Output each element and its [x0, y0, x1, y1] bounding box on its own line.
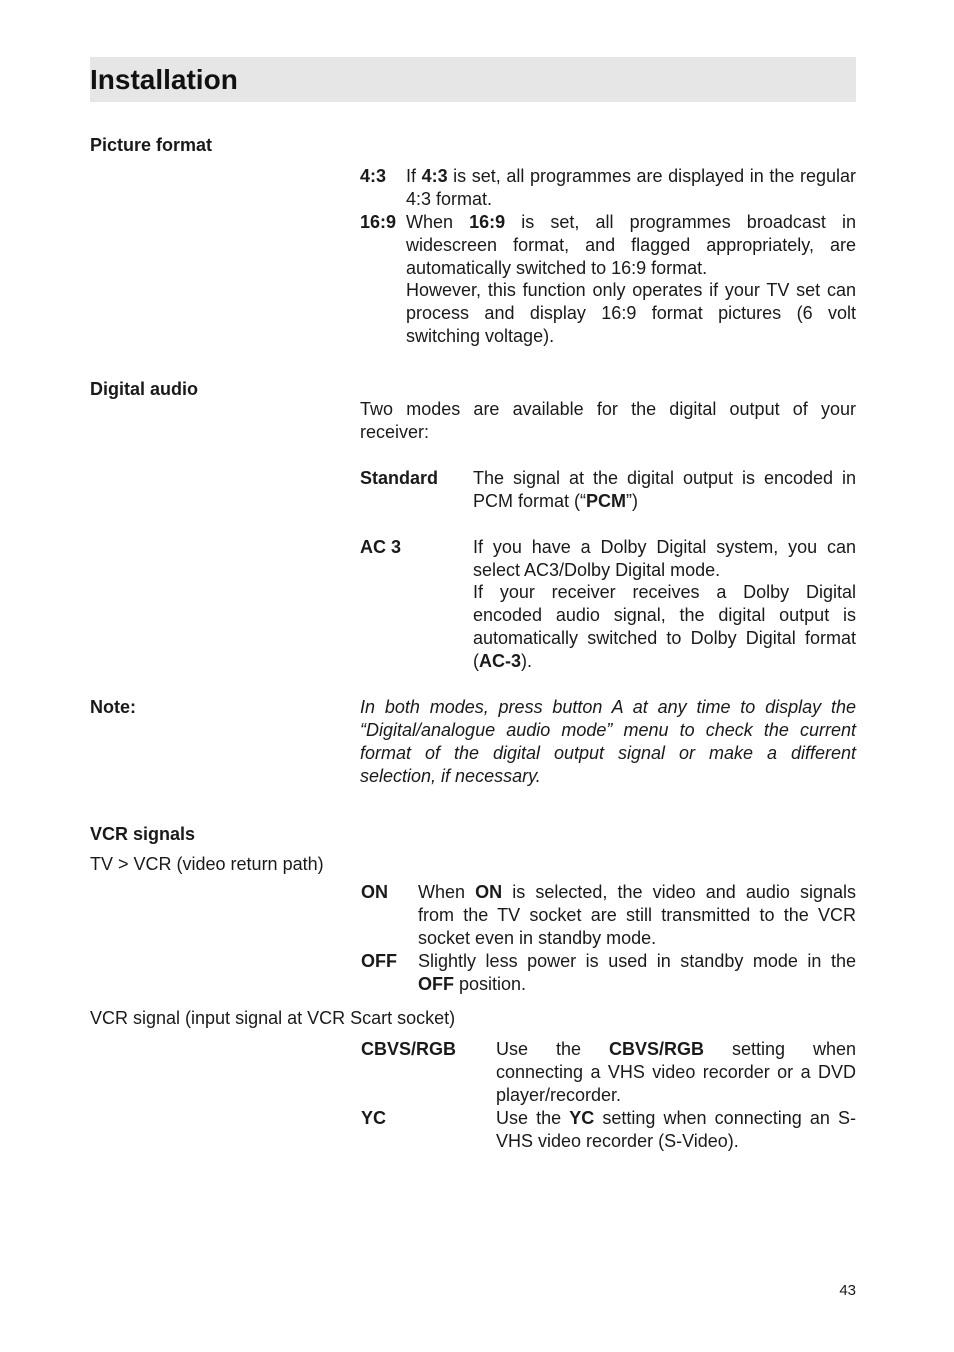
definition-on: When ON is selected, the video and audio signals from the TV socket are still transmitted to the VCR socket even in standby mode. — [418, 882, 856, 948]
section-heading-vcr-signals: VCR signals — [90, 824, 196, 844]
definition-4-3: If 4:3 is set, all programmes are displayed in the regular 4:3 format. — [406, 166, 856, 209]
subheading-tv-vcr: TV > VCR (video return path) — [90, 854, 324, 874]
term-on: ON — [361, 882, 388, 902]
term-cbvs-rgb: CBVS/RGB — [361, 1039, 457, 1059]
definition-standard: The signal at the digital output is encoded in PCM format (“PCM”) — [473, 468, 856, 511]
term-16-9: 16:9 — [360, 212, 397, 232]
definition-cbvs-rgb: Use the CBVS/RGB setting when connecting a VHS video recorder or a DVD player/recorder. — [496, 1039, 856, 1105]
definition-ac3-detail: If your receiver receives a Dolby Digital encoded audio signal, the digital output is automatically switched to Dolby Digital format (AC-3). — [473, 582, 856, 671]
term-standard: Standard — [360, 468, 439, 488]
title-bar — [90, 57, 856, 102]
page-number: 43 — [839, 1282, 856, 1299]
term-yc: YC — [361, 1108, 387, 1128]
term-ac3: AC 3 — [360, 537, 402, 557]
term-off: OFF — [361, 951, 397, 971]
definition-16-9-note: However, this function only operates if your TV set can process and display 16:9 format pictures (6 volt switching voltage). — [406, 280, 856, 346]
subheading-vcr-signal: VCR signal (input signal at VCR Scart socket) — [90, 1008, 456, 1028]
note-text: In both modes, press button A at any time to display the “Digital/analogue audio mode” menu to check the current format of the digital output signal or make a different selection, if necessary. — [360, 697, 856, 786]
definition-16-9: When 16:9 is set, all programmes broadcast in widescreen format, and flagged appropriately, are automatically switched to 16:9 format. — [406, 212, 856, 278]
definition-yc: Use the YC setting when connecting an S-VHS video recorder (S-Video). — [496, 1108, 856, 1151]
note-label: Note: — [90, 697, 136, 717]
page-title: Installation — [90, 64, 238, 95]
section-heading-digital-audio: Digital audio — [90, 379, 198, 399]
digital-audio-intro: Two modes are available for the digital output of your receiver: — [360, 399, 856, 442]
term-4-3: 4:3 — [360, 166, 387, 186]
section-heading-picture-format: Picture format — [90, 135, 213, 155]
definition-ac3: If you have a Dolby Digital system, you can select AC3/Dolby Digital mode. — [473, 537, 856, 580]
definition-off: Slightly less power is used in standby mode in the OFF position. — [418, 951, 856, 994]
